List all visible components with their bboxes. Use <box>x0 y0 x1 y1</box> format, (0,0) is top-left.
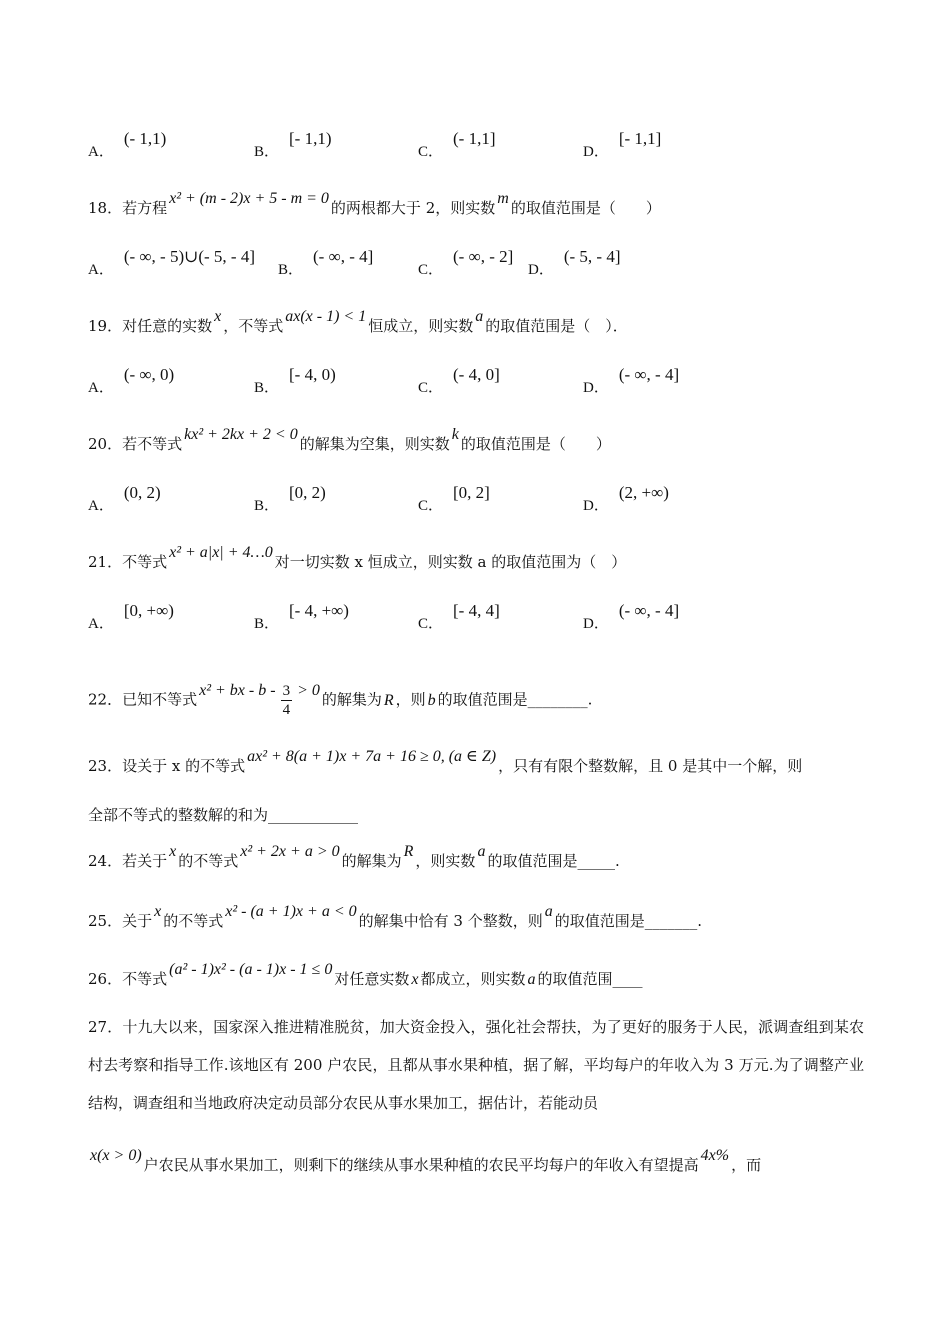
q18-option-a[interactable]: A．(- ∞, - 5)∪(- 5, - 4] <box>88 247 255 278</box>
q18-option-d[interactable]: D．(- 5, - 4] <box>528 247 621 278</box>
question-text: 的解集中恰有 3 个整数，则 <box>358 912 543 930</box>
q21-option-b[interactable]: B．[- 4, +∞) <box>254 601 349 632</box>
q17-option-c[interactable]: C．(- 1,1] <box>418 129 496 160</box>
question-text: ，则 <box>395 690 426 709</box>
question-text: 若不等式 <box>122 435 183 453</box>
question-text: 的取值范围是________. <box>437 690 593 709</box>
question-number: 20． <box>88 435 123 453</box>
question-text: 的取值范围是_______. <box>554 912 702 930</box>
q21-option-a[interactable]: A．[0, +∞) <box>88 601 174 632</box>
question-26 <box>88 961 643 991</box>
question-21 <box>88 544 627 574</box>
fraction-numerator: 3 <box>282 683 291 699</box>
question-number: 21． <box>88 553 123 571</box>
question-text: 的不等式 <box>163 912 224 930</box>
math-variable: R <box>403 843 414 860</box>
question-text: 的取值范围是（ ）． <box>485 317 628 335</box>
question-text: 对一切实数 x 恒成立，则实数 a 的取值范围为（ ） <box>274 553 627 571</box>
q21-options <box>88 601 868 634</box>
question-text: 已知不等式 <box>122 690 198 709</box>
question-number: 23． <box>88 757 123 775</box>
question-text: 户农民从事水果加工，则剩下的继续从事水果种植的农民平均每户的年收入有望提高 <box>143 1156 699 1174</box>
q19-option-c[interactable]: C．(- 4, 0] <box>418 365 500 396</box>
question-text: 的取值范围是（ ） <box>510 199 661 217</box>
question-text: 若方程 <box>122 199 168 217</box>
math-variable: x <box>411 971 419 988</box>
question-text: 的两根都大于 2，则实数 <box>330 199 496 217</box>
question-number: 22． <box>88 690 123 709</box>
math-variable: a <box>477 843 486 860</box>
q18-option-b[interactable]: B．(- ∞, - 4] <box>278 247 374 278</box>
q18-option-c[interactable]: C．(- ∞, - 2] <box>418 247 514 278</box>
q20-option-b[interactable]: B．[0, 2) <box>254 483 326 514</box>
question-number: 25． <box>88 912 123 930</box>
equation: ax(x - 1) < 1 <box>285 308 367 325</box>
math-variable: b <box>427 691 436 709</box>
question-22 <box>88 682 592 719</box>
question-text: ，则实数 <box>415 852 476 870</box>
math-expression: x(x > 0) <box>90 1147 142 1164</box>
inequality-rhs: > 0 <box>297 681 320 699</box>
inequality: kx² + 2kx + 2 < 0 <box>184 426 298 443</box>
q20-option-d[interactable]: D．(2, +∞) <box>583 483 669 514</box>
question-text: ，而 <box>731 1156 762 1174</box>
question-text: 的取值范围____ <box>537 970 643 988</box>
q17-option-a[interactable]: A．(- 1,1) <box>88 129 167 160</box>
equation: x² + (m - 2)x + 5 - m = 0 <box>169 190 329 207</box>
question-number: 19． <box>88 317 123 335</box>
question-text: ，只有有限个整数解，且 0 是其中一个解，则 <box>498 757 803 775</box>
q19-options <box>88 365 868 398</box>
question-text: 的取值范围是_____. <box>487 852 620 870</box>
fraction-denominator: 4 <box>282 702 291 718</box>
question-text: 的解集为空集，则实数 <box>299 435 450 453</box>
math-variable: a <box>544 903 553 920</box>
math-variable: x <box>169 843 177 860</box>
q17-option-d[interactable]: D．[- 1,1] <box>583 129 662 160</box>
question-text: 若关于 <box>122 852 168 870</box>
inequality: ax² + 8(a + 1)x + 7a + 16 ≥ 0, (a ∈ Z) <box>247 748 497 765</box>
q17-option-b[interactable]: B．[- 1,1) <box>254 129 332 160</box>
math-expression: 4x% <box>700 1147 730 1164</box>
fraction <box>281 682 293 719</box>
math-variable: a <box>475 308 484 325</box>
inequality: x² + 2x + a > 0 <box>240 843 340 860</box>
question-text: 的取值范围是（ ） <box>460 435 611 453</box>
question-23 <box>88 748 803 778</box>
math-variable: m <box>497 190 509 207</box>
question-text: 全部不等式的整数解的和为____________ <box>88 806 359 824</box>
question-27-last-line <box>88 1147 762 1177</box>
math-variable: a <box>527 971 536 988</box>
question-text: 恒成立，则实数 <box>368 317 474 335</box>
question-number: 18． <box>88 199 123 217</box>
question-27 <box>88 1008 864 1122</box>
math-variable: R <box>383 691 394 709</box>
question-text: 的解集为 <box>341 852 402 870</box>
question-text: 对任意的实数 <box>122 317 213 335</box>
question-text: 不等式 <box>122 970 168 988</box>
question-23-line-2 <box>88 804 358 826</box>
q21-option-d[interactable]: D．(- ∞, - 4] <box>583 601 680 632</box>
question-19 <box>88 308 628 338</box>
q19-option-a[interactable]: A．(- ∞, 0) <box>88 365 175 396</box>
question-20 <box>88 426 611 456</box>
question-18 <box>88 190 661 220</box>
math-variable: x <box>214 308 222 325</box>
question-number: 27． <box>88 1018 123 1036</box>
question-text: 的不等式 <box>178 852 239 870</box>
q17-options <box>88 129 868 162</box>
inequality: (a² - 1)x² - (a - 1)x - 1 ≤ 0 <box>169 961 333 978</box>
question-24 <box>88 843 620 873</box>
q19-option-b[interactable]: B．[- 4, 0) <box>254 365 336 396</box>
question-text: 的解集为 <box>321 690 382 709</box>
q18-options <box>88 247 868 280</box>
question-text: 对任意实数 <box>334 970 410 988</box>
inequality: x² + bx - b - <box>199 681 276 699</box>
math-variable: k <box>451 426 459 443</box>
question-text: 不等式 <box>122 553 168 571</box>
q19-option-d[interactable]: D．(- ∞, - 4] <box>583 365 680 396</box>
question-number: 26． <box>88 970 123 988</box>
question-number: 24． <box>88 852 123 870</box>
q21-option-c[interactable]: C．[- 4, 4] <box>418 601 500 632</box>
question-text: 十九大以来，国家深入推进精准脱贫，加大资金投入，强化社会帮扶，为了更好的服务于人民，派调查组到某农村去考察和指导工作.该地区有 200 户农民，且都从事水果种植，据了解，平均每户的年收入为 3 万元.为了调整产业结构，调查组和当地政府决定动员部分农民从事水果加工，据估计，若能动员 <box>88 1018 864 1112</box>
question-text: 设关于 x 的不等式 <box>122 757 246 775</box>
question-25 <box>88 903 702 933</box>
question-text: 都成立，则实数 <box>420 970 526 988</box>
math-variable: x <box>154 903 162 920</box>
question-text: 关于 <box>122 912 153 930</box>
q20-option-c[interactable]: C．[0, 2] <box>418 483 490 514</box>
inequality: x² - (a + 1)x + a < 0 <box>225 903 357 920</box>
q20-options <box>88 483 868 516</box>
inequality: x² + a|x| + 4…0 <box>169 544 273 561</box>
question-text: ，不等式 <box>223 317 284 335</box>
q20-option-a[interactable]: A．(0, 2) <box>88 483 161 514</box>
